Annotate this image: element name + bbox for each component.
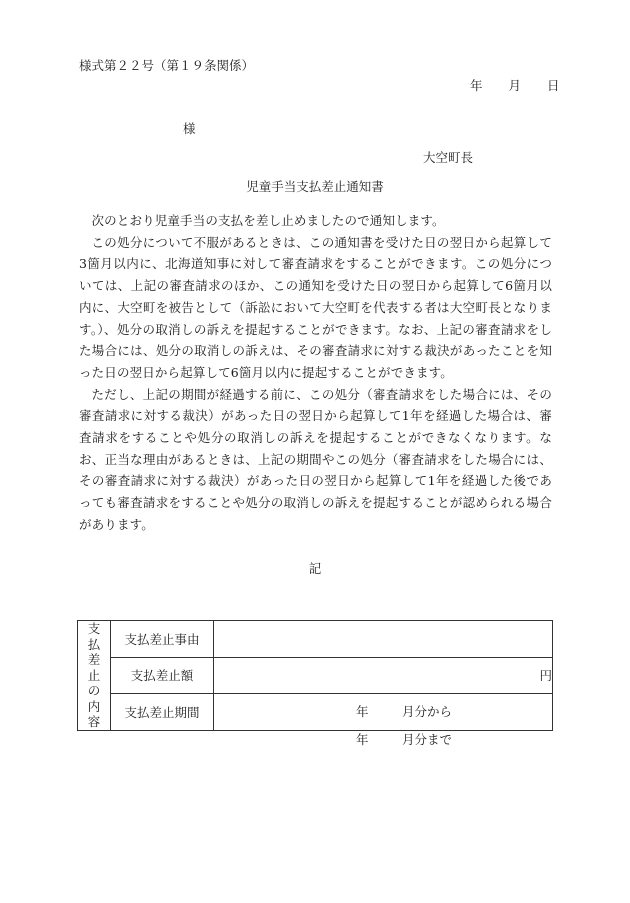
amount-unit: 円 — [539, 668, 552, 684]
section-label — [78, 621, 111, 731]
date-year: 年 — [470, 78, 483, 93]
period-from-month: 月分から — [402, 704, 453, 719]
section-label-char: の — [87, 683, 101, 698]
period-to-year: 年 — [356, 732, 369, 747]
body-paragraph-3: ただし、上記の期間が経過する前に、この処分（審査請求をした場合には、その審査請求に対する裁決）があった日の翌日から起算して1年を経過した場合は、審査請求をすることや処分の取消しの訴えを提起することができなくなります。なお、正当な理由があるときは、上記の期間やこの処分（審査請求をした場合には、その審査請求に対する裁決）があった日の翌日から起算して1年を経過した後であっても審査請求をすることや処分の取消しの訴えを提起することが認められる場合があります。 — [79, 386, 552, 532]
section-label-char: 容 — [87, 714, 101, 729]
ki-heading: 記 — [308, 561, 322, 576]
reason-field[interactable] — [214, 621, 553, 658]
table-row-amount — [78, 657, 553, 694]
section-label-char: 払 — [87, 636, 101, 652]
amount-label: 支払差止額 — [111, 657, 214, 694]
body-paragraph-2: この処分について不服があるときは、この通知書を受けた日の翌日から起算して3箇月以内に、北海道知事に対して審査請求をすることができます。この処分については、上記の審査請求のほか、この通知を受けた日の翌日から起算して6箇月以内に、大空町を被告として（訴訟において大空町を代表する者は大空町長となります。）、処分の取消しの訴えを提起することができます。なお、上記の審査請求をした場合には、処分の取消しの訴えは、その審査請求に対する裁決があったことを知った日の翌日から起算して6箇月以内に提起することができます。 — [79, 234, 552, 380]
section-label-char: 支 — [87, 621, 101, 636]
addressee-suffix: 様 — [183, 121, 196, 136]
date-month: 月 — [508, 78, 522, 93]
form-number: 様式第２２号（第１９条関係） — [79, 58, 255, 73]
section-label-char: 差 — [87, 652, 101, 667]
body-paragraph-1: 次のとおり児童手当の支払を差し止めましたので通知します。 — [91, 213, 445, 228]
reason-label: 支払差止事由 — [111, 621, 214, 658]
period-label: 支払差止期間 — [111, 694, 214, 731]
table-row-reason — [78, 621, 553, 658]
detail-table — [77, 620, 553, 747]
sender: 大空町長 — [423, 150, 474, 165]
body-text — [79, 210, 552, 536]
date-line — [470, 76, 560, 94]
section-label-char: 内 — [87, 698, 101, 714]
date-day: 日 — [547, 78, 560, 93]
period-from-year: 年 — [356, 704, 369, 719]
document-title: 児童手当支払差止通知書 — [246, 179, 384, 194]
table-row-period — [78, 694, 553, 731]
amount-field[interactable] — [214, 657, 553, 694]
period-to-month: 月分まで — [402, 732, 453, 747]
period-field[interactable] — [214, 694, 553, 747]
section-label-char: 止 — [87, 667, 101, 683]
